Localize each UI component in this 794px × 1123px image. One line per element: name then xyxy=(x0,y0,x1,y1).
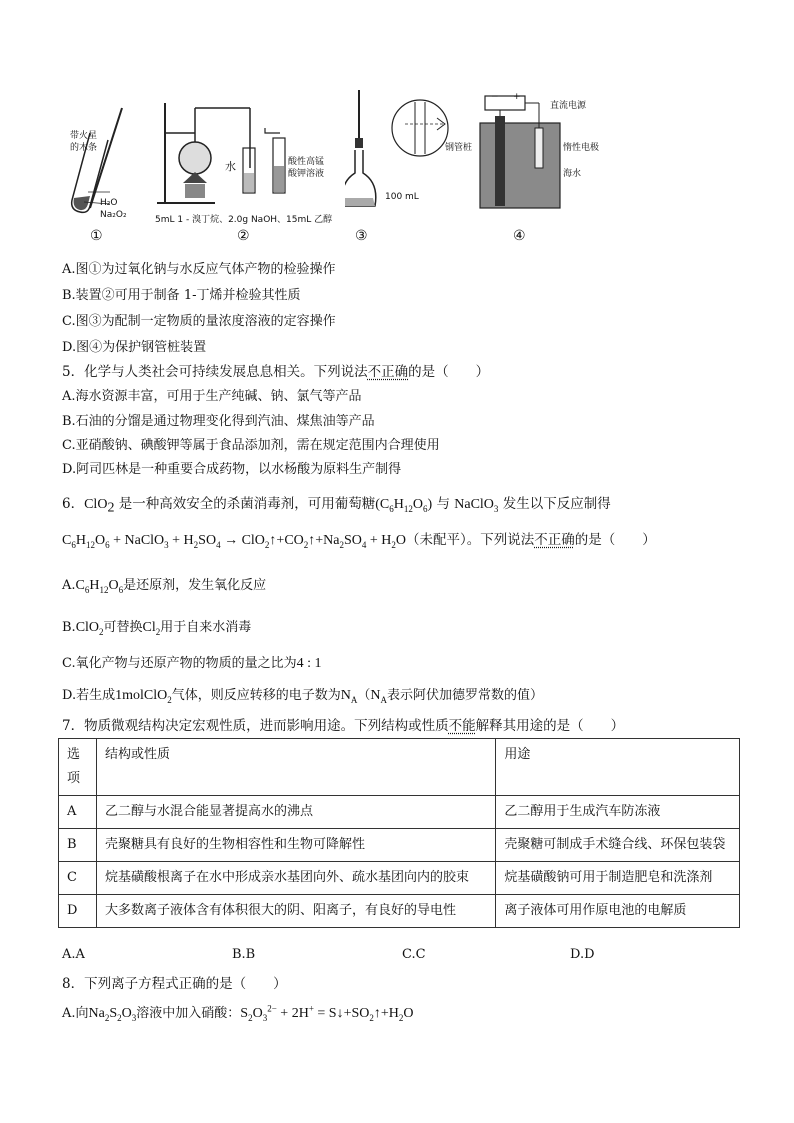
fig4-minus: − xyxy=(491,92,499,102)
q6-part3: 发生以下反应制得 xyxy=(502,496,611,512)
figure-4 xyxy=(445,88,625,248)
choice-a[interactable]: A.A xyxy=(62,947,85,962)
cathodic-protection-setup xyxy=(455,88,625,218)
q6-part1: 是一种高效安全的杀菌消毒剂，可用葡萄糖 xyxy=(118,496,376,512)
q5-stem-pre: 5．化学与人类社会可持续发展息息相关。下列说法 xyxy=(62,364,368,380)
figure-1 xyxy=(60,88,150,248)
q8-option-a: A.向$Na_2S_2O_3$溶液中加入硝酸：$S_2O_3^{2-} + 2H^+$ = $S↓+SO_2↑+H_2O$ xyxy=(62,1003,414,1023)
fig3-volume: 100 mL xyxy=(385,192,419,202)
header-option: 选 项 xyxy=(59,739,97,796)
choice-d[interactable]: D.D xyxy=(570,947,595,962)
q8-stem: 8．下列离子方程式正确的是（ ） xyxy=(62,976,287,992)
q7-table xyxy=(58,738,740,928)
fig4-electrode: 惰性电极 xyxy=(563,143,600,153)
q6-num: 6． xyxy=(62,496,85,512)
fig2-reagent: 酸性高锰 xyxy=(288,157,325,167)
fig2-reagent2: 酸钾溶液 xyxy=(288,169,325,179)
q6-equation: $C_6H_{12}O_6$ + NaClO$_3$ + $H_2SO_4$ → $ClO_2↑+CO_2↑+Na_2SO_4 + H_2O$ xyxy=(62,533,407,550)
table-row: D 大多数离子液体含有体积很大的阴、阳离子，有良好的导电性 离子液体可用作原电池的电解质 xyxy=(59,895,740,928)
q6-clo2: ClO xyxy=(84,497,108,512)
table-row: C 烷基磺酸根离子在水中形成亲水基团向外、疏水基团向内的胶束 烷基磺酸钠可用于制造肥皂和洗涤剂 xyxy=(59,862,740,895)
q6-stem-line1: 6．ClO$_2$ 是一种高效安全的杀菌消毒剂，可用葡萄糖$(C_6H_{12}O_6)$ 与 NaClO$_3$ 发生以下反应制得 xyxy=(62,496,611,516)
header-use: 用途 xyxy=(496,739,740,796)
q6-unbalanced: （未配平）。下列说法 xyxy=(406,532,535,548)
choice-b[interactable]: B.B xyxy=(232,947,256,962)
q4-option-d: D.图④为保护钢管桩装置 xyxy=(62,340,207,355)
q5-stem-emph: 不正确 xyxy=(367,364,409,380)
q6-option-a: $A.C_6H_{12}O_6$是还原剂，发生氧化反应 xyxy=(62,578,267,595)
fig1-h2o: H₂O xyxy=(100,198,118,208)
table-header-row xyxy=(59,739,740,796)
fig4-plus: + xyxy=(513,92,521,102)
q6-end: 的是（ ） xyxy=(574,532,656,548)
fig2-number: ② xyxy=(237,228,250,244)
q6-glucose-formula: $(C_6H_{12}O_6)$ xyxy=(375,497,433,514)
header-structure: 结构或性质 xyxy=(96,739,495,796)
fig1-label-top2: 的木条 xyxy=(70,143,98,153)
q5-option-a: A.海水资源丰富，可用于生产纯碱、钠、氯气等产品 xyxy=(62,389,362,404)
fig4-power: 直流电源 xyxy=(550,101,587,111)
q4-option-c: C.图③为配制一定物质的量浓度溶液的定容操作 xyxy=(62,314,336,329)
choice-c[interactable]: C.C xyxy=(402,947,426,962)
fig3-number: ③ xyxy=(355,228,368,244)
figure-2 xyxy=(155,88,355,248)
fig1-number: ① xyxy=(90,228,103,244)
fig2-caption: 5mL 1 - 溴丁烷、2.0g NaOH、15mL 乙醇 xyxy=(155,215,333,225)
q6-emph: 不正确 xyxy=(534,532,575,548)
table-row: B 壳聚糖具有良好的生物相容性和生物可降解性 壳聚糖可制成手术缝合线、环保包装袋 xyxy=(59,829,740,862)
q6-naclo3: NaClO$_3$ xyxy=(454,497,499,514)
apparatus-figures xyxy=(60,88,620,248)
q4-option-a: A.图①为过氧化钠与水反应气体产物的检验操作 xyxy=(62,262,336,277)
q6-option-d: D.若生成1molClO$_2$气体，则反应转移的电子数为$N_A(N_A$表示阿伏加德罗常数的值） xyxy=(62,688,544,705)
fig4-seawater: 海水 xyxy=(563,169,582,179)
fig4-pile: 钢管桩 xyxy=(445,143,473,153)
q5-option-d: D.阿司匹林是一种重要合成药物，以水杨酸为原料生产制得 xyxy=(62,462,402,477)
distillation-apparatus xyxy=(155,88,355,213)
fig1-na2o2: Na₂O₂ xyxy=(100,210,127,220)
q5-stem xyxy=(62,360,489,380)
q5-option-c: C.亚硝酸钠、碘酸钾等属于食品添加剂，需在规定范围内合理使用 xyxy=(62,438,440,453)
q6-option-b: B.ClO$_2$可替换$Cl_2$用于自来水消毒 xyxy=(62,620,252,637)
q6-part2: 与 xyxy=(436,496,450,512)
q4-option-b: B.装置②可用于制备 1-丁烯并检验其性质 xyxy=(62,288,301,303)
q6-option-c: C.氧化产物与还原产物的物质的量之比为4 : 1 xyxy=(62,656,322,671)
q7-stem: 7．物质微观结构决定宏观性质，进而影响用途。下列结构或性质不能解释其用途的是（ ） xyxy=(62,718,625,734)
q6-stem-line2 xyxy=(62,528,656,550)
q5-option-b: B.石油的分馏是通过物理变化得到汽油、煤焦油等产品 xyxy=(62,414,375,429)
fig4-number: ④ xyxy=(513,228,526,244)
fig2-water: 水 xyxy=(225,160,236,173)
q5-stem-post: 的是（ ） xyxy=(408,364,490,380)
table-row: A 乙二醇与水混合能显著提高水的沸点 乙二醇用于生成汽车防冻液 xyxy=(59,796,740,829)
fig1-label-top: 带火星 xyxy=(70,131,98,141)
